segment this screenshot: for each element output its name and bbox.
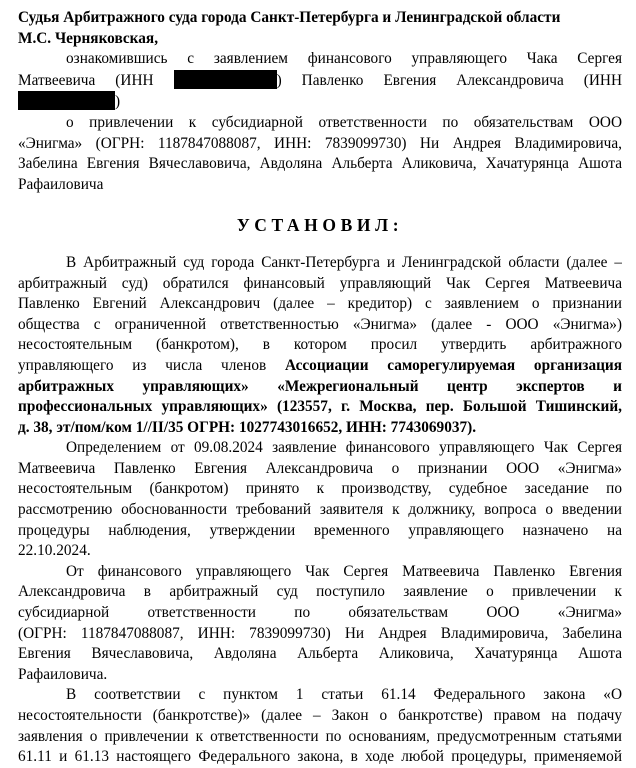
header-block [18,8,622,49]
text-line: несостоятельности (банкротстве)» (далее – Закон о банкротстве) правом на подачу [18,707,622,724]
intro-paragraph [18,49,622,195]
paragraph-4 [18,685,622,767]
text-line: Павленко Евгений Александрович (далее – кредитор) с заявлением о признании [18,295,622,313]
text-line: ) [18,91,622,113]
text-line: (ОГРН: 1187847088087, ИНН: 7839099730) Ни Андрея Владимировича, Забелина [18,624,622,642]
text-line: В Арбитражный суд города Санкт-Петербурга и Ленинградской области (далее – [66,253,622,271]
text-line: общества с ограниченной ответственностью «Энигма» (далее - ООО «Энигма») [18,315,622,333]
text-line: 61.11 и 61.13 настоящего Федерального закона, в ходе любой процедуры, применяемой [18,748,622,766]
text-line: Рафаиловича [18,175,104,193]
text-line: Евгения Вячеславовича, Авдоляна Альберта Аликовича, Хачатурянца Ашота [18,645,622,663]
judge-name: М.С. Черняковская, [18,29,159,47]
text-line: «Энигма» (ОГРН: 1187847088087, ИНН: 7839099730) Ни Андрея Владимировича, [18,134,622,152]
text-line: процедуры наблюдения, утверждении временного управляющего назначено на [18,521,622,539]
text-line: управляющего из числа членов Ассоциации саморегулируемая организация [18,356,622,374]
text-line: д. 38, эт/пом/ком 1//II/35 ОГРН: 1027743016652, ИНН: 7743069037). [18,418,477,436]
text-line: арбитражных управляющих» «Межрегиональный центр экспертов и [18,377,622,395]
text-line: Матвеевича (ИНН ) Павленко Евгения Александровича (ИНН [18,71,622,89]
text-line: Александровича в арбитражный суд поступило заявление о привлечении к [18,583,622,601]
text-line: Рафаиловича. [18,665,108,683]
document-page [18,8,622,768]
text-line: Определением от 09.08.2024 заявление финансового управляющего Чак Сергея [66,439,622,457]
text-line: несостоятельным (банкротом), в котором просил утвердить арбитражного [18,336,622,354]
text-line: рассмотрению обоснованности требований заявителя к должнику, вопроса о введении [18,501,622,519]
section-heading: УСТАНОВИЛ: [236,215,404,236]
text-line: Матвеевича Павленко Евгения Александровича о признании ООО «Энигма» [18,459,622,477]
text-line: несостоятельным (банкротом) принято к производству, судебное заседание по [18,480,622,498]
text-line: субсидиарной ответственности по обязательствам ООО «Энигма» [18,604,622,622]
redaction-box [18,91,115,110]
text-line: От финансового управляющего Чак Сергея Матвеевича Павленко Евгения [66,562,622,580]
judge-line: Судья Арбитражного суда города Санкт-Петербурга и Ленинградской области [18,9,561,26]
paragraph-3 [18,562,622,686]
paragraph-1 [18,253,622,438]
text-line: о привлечении к субсидиарной ответственности по обязательствам ООО [66,113,622,131]
text-line: профессиональных управляющих» (123557, г. Москва, пер. Большой Тишинский, [18,398,622,416]
paragraph-2 [18,438,622,562]
redaction-box [174,70,277,89]
text-line: Забелина Евгения Вячеславовича, Авдоляна Альберта Аликовича, Хачатурянца Ашота [18,155,622,173]
text-line: арбитражный суд) обратился финансовый управляющий Чак Сергея Матвеевича [18,274,622,292]
text-line: В соответствии с пунктом 1 статьи 61.14 Федерального закона «О [66,686,622,704]
text-line: 22.10.2024. [18,542,91,560]
text-line: заявления о привлечении к ответственности по основаниям, предусмотренным статьями [18,727,622,745]
text-line: ознакомившись с заявлением финансового управляющего Чака Сергея [66,50,622,68]
